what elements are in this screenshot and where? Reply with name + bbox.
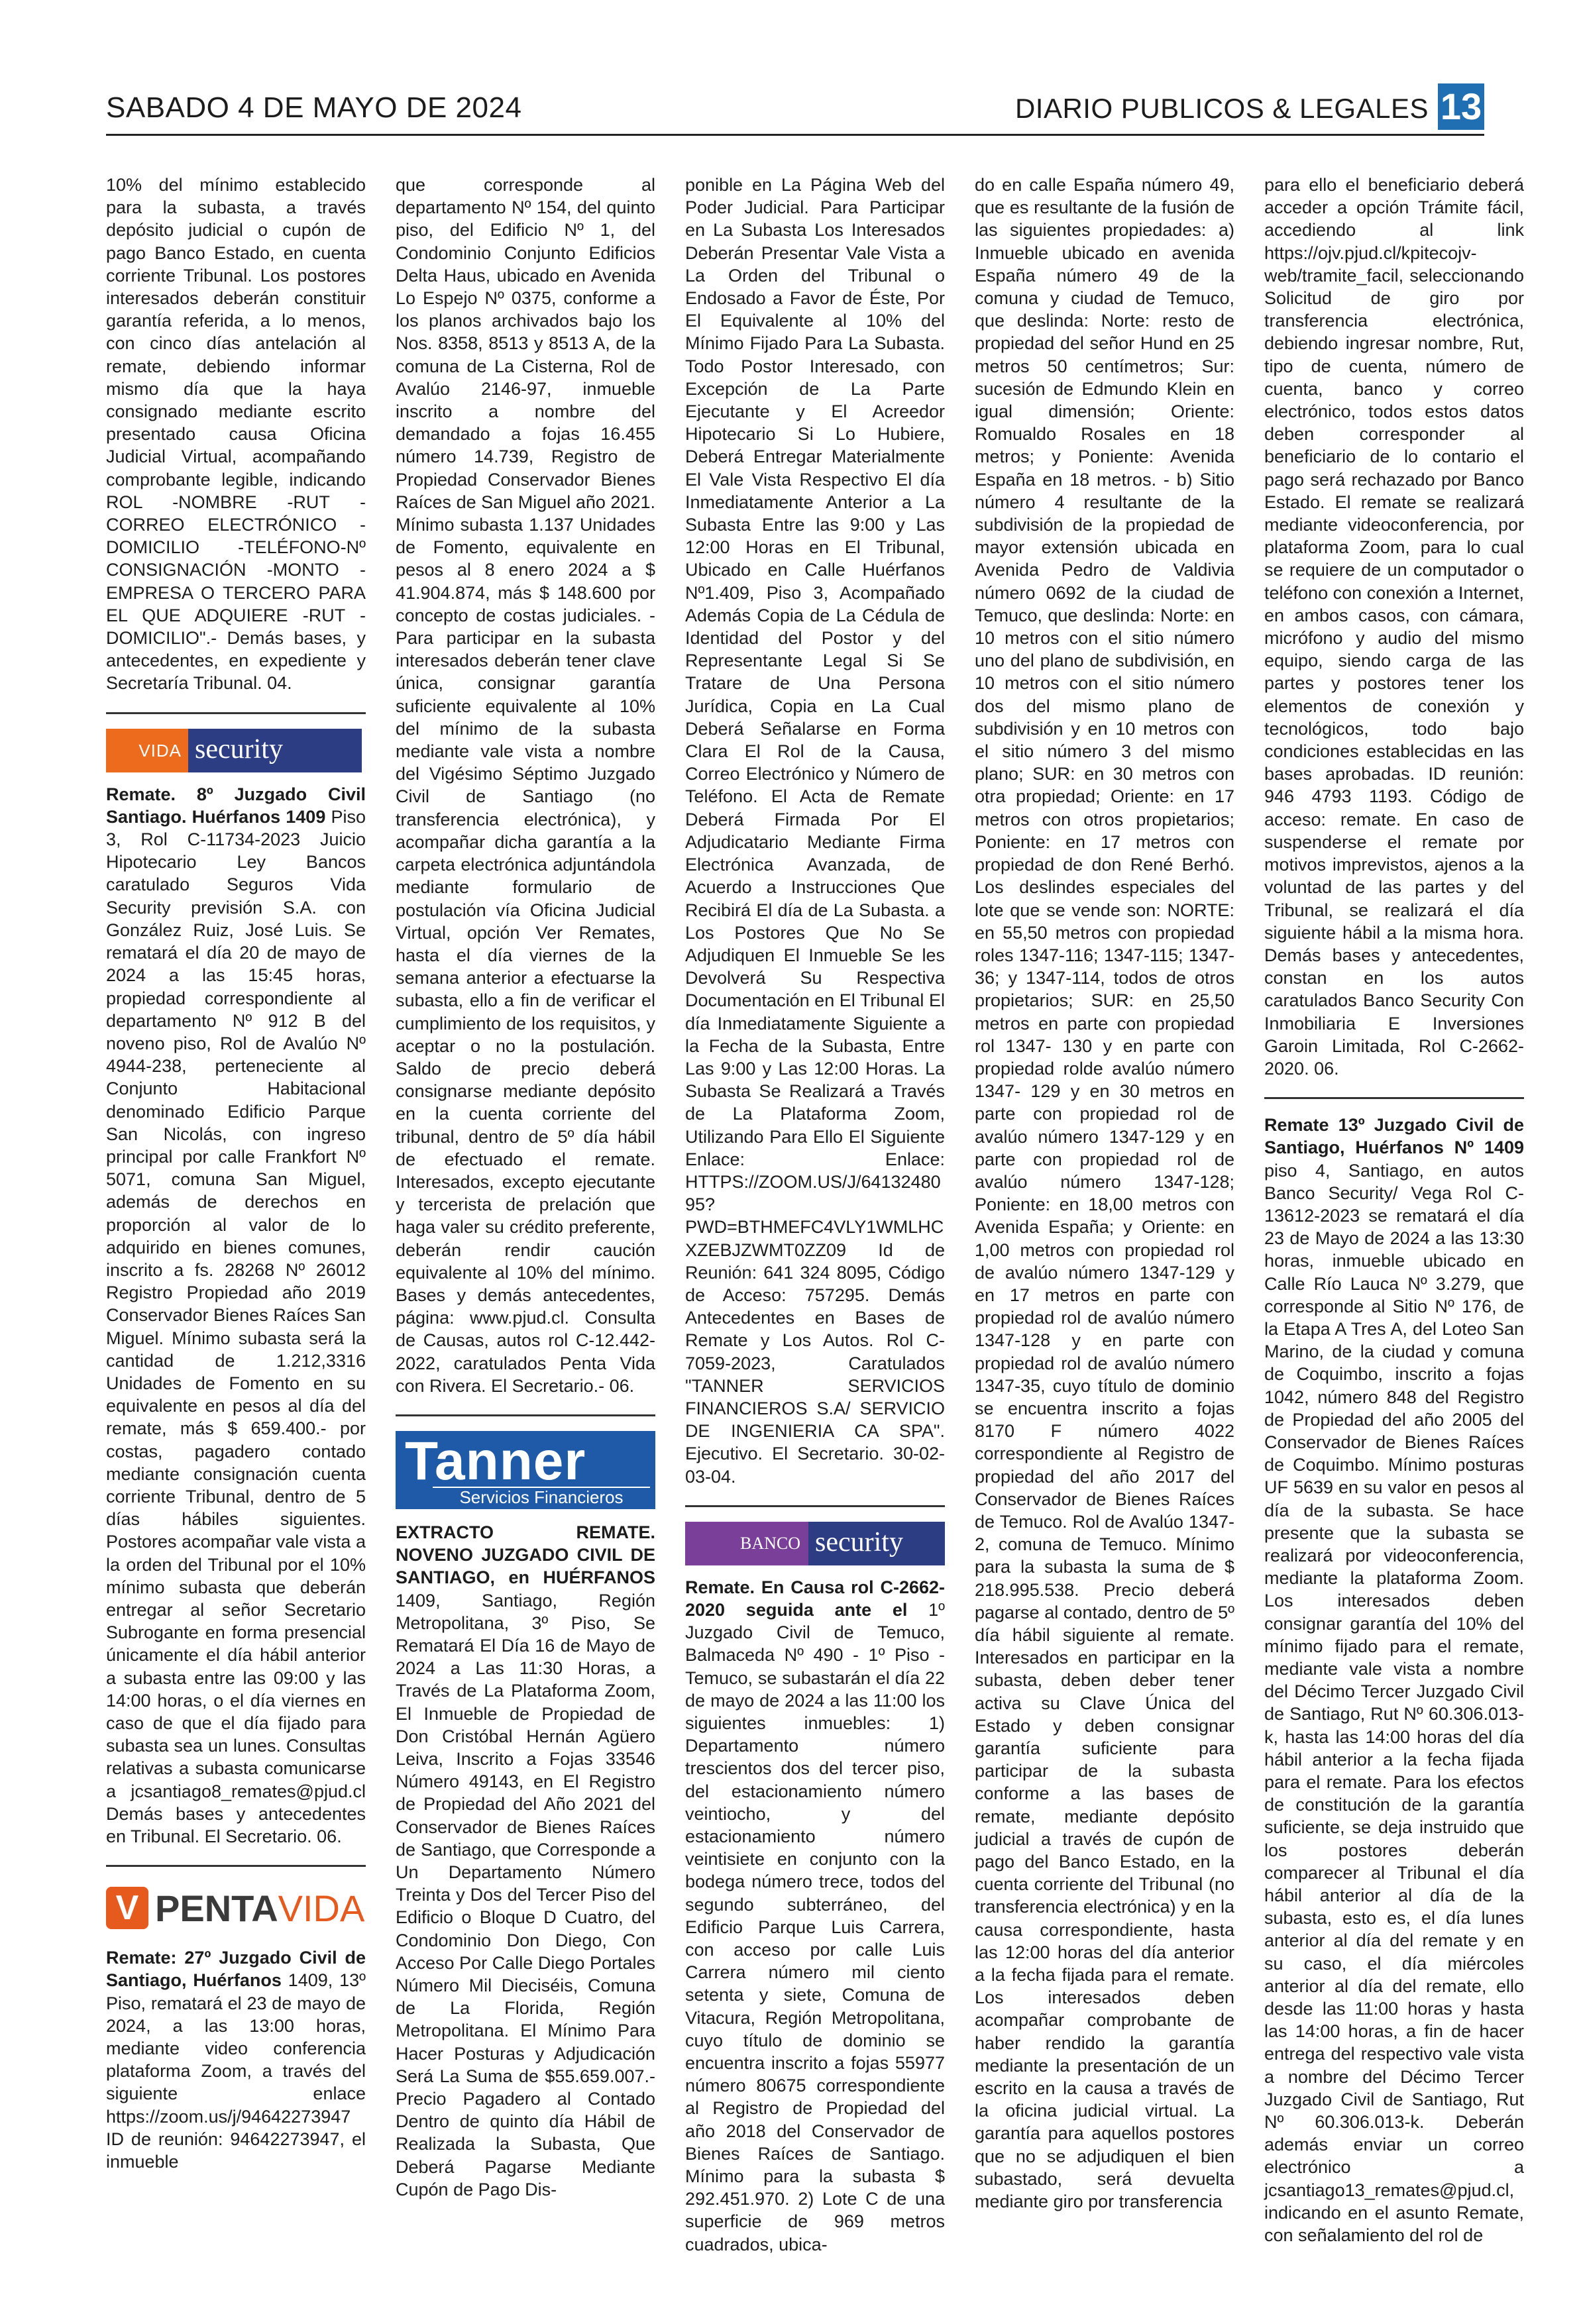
notice-heading: Remate: 27º Juzgado Civil de Santiago, Huérfanos xyxy=(106,1948,366,1991)
notice-body: 1409, Santiago, Región Metropolitana, 3º Piso, Se Rematará El Día 16 de Mayo de 2024 a Las 11:30 Horas, a Través de La Plataforma Zoom, El Inmueble de Propiedad de Don Cristóbal Hernán Agüero Leiva, Inscrito a Fojas 33546 Número 49143, en El Registro de Propiedad del Año 2021 del Conservador de Bienes Raíces de Santiago, que Corresponde a Un Departamento Número Treinta y Dos del Tercer Piso del Edificio o Bloque D Cuatro, del Condominio Don Diego, Con Acceso Por Calle Diego Portales Número Mil Dieciséis, Comuna de La Florida, Región Metropolitana. El Mínimo Para Hacer Posturas y Adjudicación Será La Suma de $55.659.007.- Precio Pagadero al Contado Dentro de quinto día Hábil de Realizada la Subasta, Que Deberá Pagarse Mediante Cupón de Pago Dis- xyxy=(396,1590,655,2199)
page-number: 13 xyxy=(1438,83,1484,130)
divider xyxy=(396,1414,655,1416)
logo-text: security xyxy=(808,1522,945,1565)
notice-heading: EXTRACTO REMATE. NOVENO JUZGADO CIVIL DE SANTIAGO, en HUÉRFANOS xyxy=(396,1522,655,1588)
logo-text: BANCO xyxy=(685,1522,808,1565)
logo-tagline: Servicios Financieros xyxy=(433,1487,650,1506)
notice-body: piso 4, Santiago, en autos Banco Security/ Vega Rol C-13612-2023 se rematará el día 23 de Mayo de 2024 a las 13:30 horas, inmueble ubicado en Calle Río Lauca Nº 3.279, que corresponde al Sitio Nº 176, de la Etapa A Tres A, del Loteo San Marino, de la ciudad y comuna de Coquimbo, inscrito a fojas 1042, número 848 del Registro de Propiedad del año 2005 del Conservador de Bienes Raíces de Coquimbo. Mínimo posturas UF 5639 en su valor en pesos al día de la subasta. Se hace presente que la subasta se realizará por videoconferencia, mediante la plataforma Zoom. Los interesados deben consignar garantía del 10% del mínimo fijado para el remate, mediante vale vista a nombre del Décimo Tercer Juzgado Civil de Santiago, Rut Nº 60.306.013-k, hasta las 14:00 horas del día hábil anterior a la fecha fijada para el remate. Para los efectos de constitución de la garantía suficiente, se deja instruido que los postores deberán comparecer al Tribunal el día hábil anterior al día de la subasta, esto es, el día lunes anterior al día del remate y en su caso, el día miércoles anterior al día del remate, ello desde las 11:00 horas y hasta las 14:00 horas, a fin de hacer entrega del respectivo vale vista a nombre del Décimo Tercer Juzgado Civil de Santiago, Rut Nº 60.306.013-k. Deberán además enviar un correo electrónico a jcsantiago13_remates@pjud.cl, indicando en el asunto Remate, con señalamiento del rol de xyxy=(1264,1160,1524,2246)
notice-body: 1409, 13º Piso, rematará el 23 de mayo de 2024, a las 13:00 horas, mediante video conferencia plataforma Zoom, a través del siguiente enlace https://zoom.us/j/94642273947 ID de reunión: 94642273947, el inmueble xyxy=(106,1970,366,2172)
divider xyxy=(106,712,366,714)
penta-vida-logo xyxy=(106,1881,366,1934)
tanner-logo xyxy=(396,1431,655,1509)
logo-text xyxy=(155,1887,364,1930)
penta-mark-icon: V xyxy=(106,1887,148,1929)
logo-text: Tanner xyxy=(405,1430,586,1491)
divider xyxy=(1264,1097,1524,1099)
logo-text: VIDA xyxy=(278,1887,365,1929)
notice-text: que corresponde al departamento Nº 154, del quinto piso, del Edificio Nº 1, del Condominio Conjunto Edificios Delta Haus, ubicado en Avenida Lo Espejo Nº 0375, conforme a los planos archivados bajo los Nos. 8358, 8513 y 8513 A, de la comuna de La Cisterna, Rol de Avalúo 2146-97, inmueble inscrito a nombre del demandado a fojas 16.455 número 14.739, Registro de Propiedad Conservador Bienes Raíces de San Miguel año 2021. Mínimo subasta 1.137 Unidades de Fomento, equivalente en pesos al 8 enero 2024 a $ 41.904.874, más $ 148.600 por concepto de costas judiciales. - Para participar en la subasta interesados deberán tener clave única, consignar garantía suficiente equivalente al 10% del mínimo de la subasta mediante vale vista a nombre del Vigésimo Séptimo Juzgado Civil de Santiago (no transferencia electrónica), y acompañar dicha garantía a la carpeta electrónica adjuntándola mediante formulario de postulación vía Oficina Judicial Virtual, opción Ver Remates, hasta el día viernes de la semana anterior a efectuarse la subasta, ello a fin de verificar el cumplimiento de los requisitos, y aceptar o no la postulación. Saldo de precio deberá consignarse mediante depósito en la cuenta corriente del tribunal, dentro de 5º día hábil de efectuado el remate. Interesados, excepto ejecutante y tercerista de prelación que haga valer su crédito preferente, deberán rendir caución equivalente al 10% del mínimo. Bases y demás antecedentes, página: www.pjud.cl. Consulta de Causas, autos rol C-12.442-2022, caratulados Penta Vida con Rivera. El Secretario.- 06. xyxy=(396,175,655,1396)
logo-text: security xyxy=(188,729,362,772)
publication-title: DIARIO PUBLICOS & LEGALES xyxy=(1014,93,1429,124)
notice-heading: Remate. 8º Juzgado Civil Santiago. Huérfanos 1409 xyxy=(106,784,366,827)
notice-text xyxy=(396,1521,655,2201)
page-header xyxy=(106,81,1484,134)
column-5 xyxy=(1264,174,1524,2246)
banco-security-logo xyxy=(685,1522,945,1565)
column-4 xyxy=(975,174,1234,2213)
notice-text xyxy=(685,1576,945,2256)
notice-text xyxy=(106,1946,366,2173)
notice-heading: Remate. En Causa rol C-2662-2020 seguida ante el xyxy=(685,1577,945,1620)
notice-body: 1º Juzgado Civil de Temuco, Balmaceda Nº 490 - 1º Piso - Temuco, se subastarán el día 22 de mayo de 2024 a las 11:00 los siguientes inmuebles: 1) Departamento número trescientos dos del tercer piso, del estacionamiento número veintiocho, y del estacionamiento número veintisiete en conjunto con la bodega número trece, todos del segundo subterráneo, del Edificio Parque Luis Carrera, con acceso por calle Luis Carrera número mil ciento setenta y siete, Comuna de Vitacura, Región Metropolitana, cuyo título de dominio se encuentra inscrito a fojas 55977 número 80675 correspondiente al Registro de Propiedad del año 2018 del Conservador de Bienes Raíces de Santiago. Mínimo para la subasta $ 292.451.970. 2) Lote C de una superficie de 969 metros cuadrados, ubica- xyxy=(685,1599,945,2254)
notice-text: 10% del mínimo establecido para la subasta, a través depósito judicial o cupón de pago Banco Estado, en cuenta corriente Tribunal. Los postores interesados deberán constituir garantía referida, a lo menos, con cinco días antelación al remate, debiendo informar mismo día que la haya consignado mediante escrito presentado causa Oficina Judicial Virtual, acompañando comprobante legible, indicando ROL -NOMBRE -RUT -CORREO ELECTRÓNICO -DOMICILIO -TELÉFONO-Nº CONSIGNACIÓN -MONTO -EMPRESA O TERCERO PARA EL QUE ADQUIERE -RUT -DOMICILIO".- Demás bases, y antecedentes, en expediente y Secretaría Tribunal. 04. xyxy=(106,175,366,694)
column-2 xyxy=(396,174,655,2201)
notice-text: para ello el beneficiario deberá acceder a opción Trámite fácil, accediendo al link https://ojv.pjud.cl/kpitecojv-web/tramite_facil, seleccionando Solicitud de giro por transferencia electrónica, debiendo ingresar nombre, Rut, tipo de cuenta, número de cuenta, banco y correo electrónico, todos estos datos deben corresponder al beneficiario de lo contario el pago será rechazado por Banco Estado. El remate se realizará mediante videoconferencia, por plataforma Zoom, para lo cual se requiere de un computador o teléfono con conexión a Internet, en ambos casos, con cámara, micrófono y audio del mismo equipo, siendo carga de las partes y postores tener los elementos de conexión y tecnológicos, todo bajo condiciones establecidas en las bases aprobadas. ID reunión: 946 4793 1193. Código de acceso: remate. En caso de suspenderse el remate por motivos imprevistos, ajenos a la voluntad de las partes y del Tribunal, se realizará el día siguiente hábil a la misma hora. Demás bases y antecedentes, constan en los autos caratulados Banco Security Con Inmobiliaria E Inversiones Garoin Limitada, Rol C-2662-2020. 06. xyxy=(1264,175,1524,1079)
column-1 xyxy=(106,174,366,2173)
notice-heading: Remate 13º Juzgado Civil de Santiago, Huérfanos Nº 1409 xyxy=(1264,1115,1524,1158)
logo-text: PENTA xyxy=(155,1887,278,1929)
header-rule xyxy=(106,134,1484,136)
notice-text xyxy=(106,783,366,1848)
column-3 xyxy=(685,174,945,2256)
notice-text: do en calle España número 49, que es resultante de la fusión de las siguientes propiedades: a) Inmueble ubicado en avenida España número 49 de la comuna y ciudad de Temuco, que deslinda: Norte: resto de propiedad del señor Hund en 25 metros 50 centímetros; Sur: sucesión de Edmundo Klein en igual dimensión; Oriente: Romualdo Rosales en 18 metros; y Poniente: Avenida España en 18 metros. - b) Sitio número 4 resultante de la subdivisión de la propiedad de mayor extensión ubicada en Avenida Pedro de Valdivia número 0692 de la ciudad de Temuco, que deslinda: Norte: en 10 metros con el sitio número uno del plano de subdivisión, en 10 metros con el sitio número dos del mismo plano de subdivisión y en 10 metros con el sitio número 3 del mismo plano; SUR: en 30 metros con otra propiedad; Oriente: en 17 metros con otros propietarios; Poniente: en 17 metros con propiedad de don René Berhó. Los deslindes especiales del lote que se vende son: NORTE: en 55,50 metros con propiedad roles 1347-116; 1347-115; 1347-36; y 1347-114, todos de otros propietarios; SUR: en 25,50 metros en parte con propiedad rol 1347- 130 y en parte con propiedad rolde avalúo número 1347- 129 y en 30 metros en parte con propiedad rol de avalúo número 1347-129 y en parte con propiedad rol de avalúo número 1347-128; Poniente: en 18,00 metros con Avenida España; y Oriente: en 1,00 metros con propiedad rol de avalúo número 1347-129 y en 17 metros en parte con propiedad rol de avalúo número 1347-128 y en parte con propiedad rol de avalúo número 1347-35, cuyo título de dominio se encuentra inscrito a fojas 8170 F número 4022 correspondiente al Registro de propiedad del año 2017 del Conservador de Bienes Raíces de Temuco. Rol de Avalúo 1347-2, comuna de Temuco. Mínimo para la subasta la suma de $ 218.995.538. Precio deberá pagarse al contado, dentro de 5º día hábil siguiente al remate. Interesados en participar en la subasta, deben deber tener activa su Clave Única del Estado y deben consignar garantía suficiente para participar de la subasta conforme a las bases de remate, mediante depósito judicial a través de cupón de pago del Banco Estado, en la cuenta corriente del Tribunal (no transferencia electrónica) y en la causa correspondiente, hasta las 12:00 horas del día anterior a la fecha fijada para el remate. Los interesados deben acompañar comprobante de haber rendido la garantía mediante la presentación de un escrito en la causa a través de la oficina judicial virtual. La garantía para aquellos postores que no se adjudiquen el bien subastado, será devuelta mediante giro por transferencia xyxy=(975,175,1234,2212)
logo-text: VIDA xyxy=(106,729,188,772)
notice-text xyxy=(1264,1114,1524,2246)
divider xyxy=(685,1505,945,1507)
issue-date: SABADO 4 DE MAYO DE 2024 xyxy=(106,91,522,124)
vida-security-logo xyxy=(106,729,362,772)
notice-text: ponible en La Página Web del Poder Judicial. Para Participar en La Subasta Los Interesados Deberán Presentar Vale Vista a La Orden del Tribunal o Endosado a Favor de Éste, Por El Equivalente al 10% del Mínimo Fijado Para La Subasta. Todo Postor Interesado, con Excepción de La Parte Ejecutante y El Acreedor Hipotecario Si Lo Hubiere, Deberá Entregar Materialmente El Vale Vista Respectivo El día Inmediatamente Anterior a La Subasta Entre las 9:00 y Las 12:00 Horas en El Tribunal, Ubicado en Calle Huérfanos Nº1.409, Piso 3, Acompañado Además Copia de La Cédula de Identidad del Postor y del Representante Legal Si Se Tratare de Una Persona Jurídica, Copia en La Cual Deberá Señalarse en Forma Clara El Rol de la Causa, Correo Electrónico y Número de Teléfono. El Acta de Remate Deberá Firmada Por El Adjudicatario Mediante Firma Electrónica Avanzada, de Acuerdo a Instrucciones Que Recibirá El día de La Subasta. a Los Postores Que No Se Adjudiquen El Inmueble Se les Devolverá Su Respectiva Documentación en El Tribunal El día Inmediatamente Siguiente a la Fecha de la Subasta, Entre Las 9:00 y Las 12:00 Horas. La Subasta Se Realizará a Través de La Plataforma Zoom, Utilizando Para Ello El Siguiente Enlace: Enlace: HTTPS://ZOOM.US/J/6413248095? PWD=BTHMEFC4VLY1WMLHCXZEBJZWMT0ZZ09 Id de Reunión: 641 324 8095, Código de Acceso: 757295. Demás Antecedentes en Bases de Remate y Los Autos. Rol C-7059-2023, Caratulados "TANNER SERVICIOS FINANCIEROS S.A/ SERVICIO DE INGENIERIA CA SPA". Ejecutivo. El Secretario. 30-02-03-04. xyxy=(685,175,945,1487)
divider xyxy=(106,1865,366,1867)
notice-body: Piso 3, Rol C-11734-2023 Juicio Hipotecario Ley Bancos caratulado Seguros Vida Security previsión S.A. con González Ruiz, José Luis. Se rematará el día 20 de mayo de 2024 a las 15:45 horas, propiedad correspondiente al departamento Nº 912 B del noveno piso, Rol de Avalúo Nº 4944-238, perteneciente al Conjunto Habitacional denominado Edificio Parque San Nicolás, con ingreso principal por calle Frankfort Nº 5071, comuna San Miguel, además de derechos en proporción al valor de lo adquirido en bienes comunes, inscrito a fs. 28268 Nº 26012 Registro Propiedad año 2019 Conservador Bienes Raíces San Miguel. Mínimo subasta será la cantidad de 1.212,3316 Unidades de Fomento en su equivalente en pesos al día del remate, más $ 659.400.- por costas, pagadero contado mediante consignación cuenta corriente Tribunal, dentro de 5 días hábiles siguientes. Postores acompañar vale vista a la orden del Tribunal por el 10% mínimo subasta que deberán entregar al señor Secretario Subrogante en forma presencial únicamente el día hábil anterior a subasta entre las 09:00 y las 14:00 horas, o el día viernes en caso de que el día fijado para subasta sea un lunes. Consultas relativas a subasta comunicarse a jcsantiago8_remates@pjud.cl Demás bases y antecedentes en Tribunal. El Secretario. 06. xyxy=(106,806,366,1847)
